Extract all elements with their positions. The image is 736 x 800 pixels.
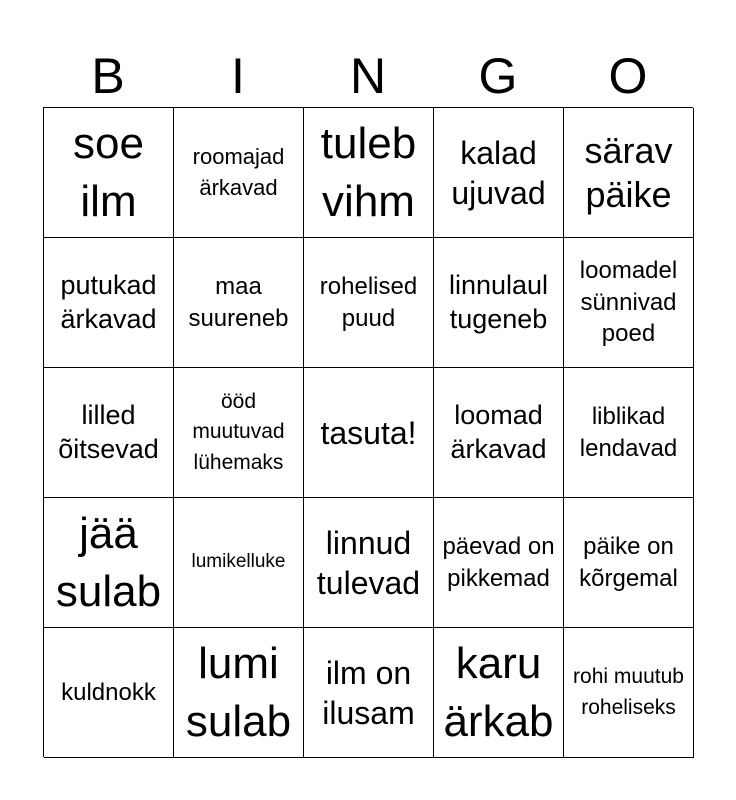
- bingo-cell[interactable]: [434, 498, 564, 628]
- bingo-cell[interactable]: [304, 108, 434, 238]
- bingo-cell[interactable]: [174, 498, 304, 628]
- header-letter-g: G: [478, 48, 518, 104]
- cell-text: lumikelluke: [191, 551, 286, 573]
- bingo-cell[interactable]: [304, 238, 434, 368]
- bingo-cell[interactable]: [564, 108, 694, 238]
- bingo-cell[interactable]: [434, 108, 564, 238]
- bingo-cell[interactable]: [564, 628, 694, 758]
- bingo-cell[interactable]: [304, 628, 434, 758]
- bingo-header: [43, 44, 693, 108]
- cell-text: jää sulab: [55, 509, 162, 616]
- header-letter-o: O: [608, 48, 648, 104]
- cell-text: tuleb vihm: [320, 119, 417, 226]
- bingo-cell[interactable]: [44, 628, 174, 758]
- bingo-cell[interactable]: [564, 238, 694, 368]
- cell-text: särav päike: [584, 130, 673, 215]
- bingo-cell[interactable]: [44, 238, 174, 368]
- cell-text: soe ilm: [73, 119, 144, 226]
- cell-text: päike on kõrgemal: [579, 532, 678, 592]
- cell-text: lilled õitsevad: [58, 399, 159, 464]
- cell-text: kalad ujuvad: [451, 134, 546, 211]
- bingo-cell[interactable]: [434, 628, 564, 758]
- bingo-cell[interactable]: [174, 368, 304, 498]
- bingo-cell[interactable]: [44, 368, 174, 498]
- cell-text: loomad ärkavad: [450, 399, 547, 464]
- cell-text: päevad on pikkemad: [442, 532, 555, 592]
- header-letter-n: N: [349, 48, 387, 104]
- cell-text: putukad ärkavad: [60, 269, 157, 334]
- bingo-cell[interactable]: [434, 368, 564, 498]
- bingo-cell[interactable]: [174, 628, 304, 758]
- cell-text: loomadel sünnivad poed: [579, 256, 678, 348]
- cell-text: karu ärkab: [443, 639, 554, 746]
- bingo-cell[interactable]: [434, 238, 564, 368]
- cell-text: tasuta!: [320, 414, 417, 451]
- header-letter-b: B: [91, 48, 125, 104]
- cell-text: linnud tulevad: [316, 524, 421, 601]
- bingo-cell[interactable]: [564, 368, 694, 498]
- bingo-cell[interactable]: [174, 238, 304, 368]
- cell-text: liblikad lendavad: [579, 402, 678, 462]
- bingo-board: [43, 107, 693, 757]
- cell-text: linnulaul tugeneb: [448, 269, 549, 334]
- bingo-cell[interactable]: [44, 498, 174, 628]
- cell-text: ilm on ilusam: [322, 654, 415, 731]
- bingo-cell[interactable]: [564, 498, 694, 628]
- cell-text: kuldnokk: [61, 678, 156, 706]
- cell-text: ööd muutuvad lühemaks: [192, 389, 285, 474]
- bingo-cell[interactable]: [174, 108, 304, 238]
- header-letter-i: I: [231, 48, 245, 104]
- bingo-cell[interactable]: [304, 498, 434, 628]
- cell-text: rohelised puud: [319, 272, 418, 332]
- cell-text: maa suureneb: [188, 272, 289, 332]
- bingo-cell[interactable]: [44, 108, 174, 238]
- bingo-cell[interactable]: [304, 368, 434, 498]
- cell-text: lumi sulab: [185, 639, 292, 746]
- cell-text: rohi muutub roheliseks: [573, 665, 684, 719]
- cell-text: roomajad ärkavad: [192, 143, 285, 200]
